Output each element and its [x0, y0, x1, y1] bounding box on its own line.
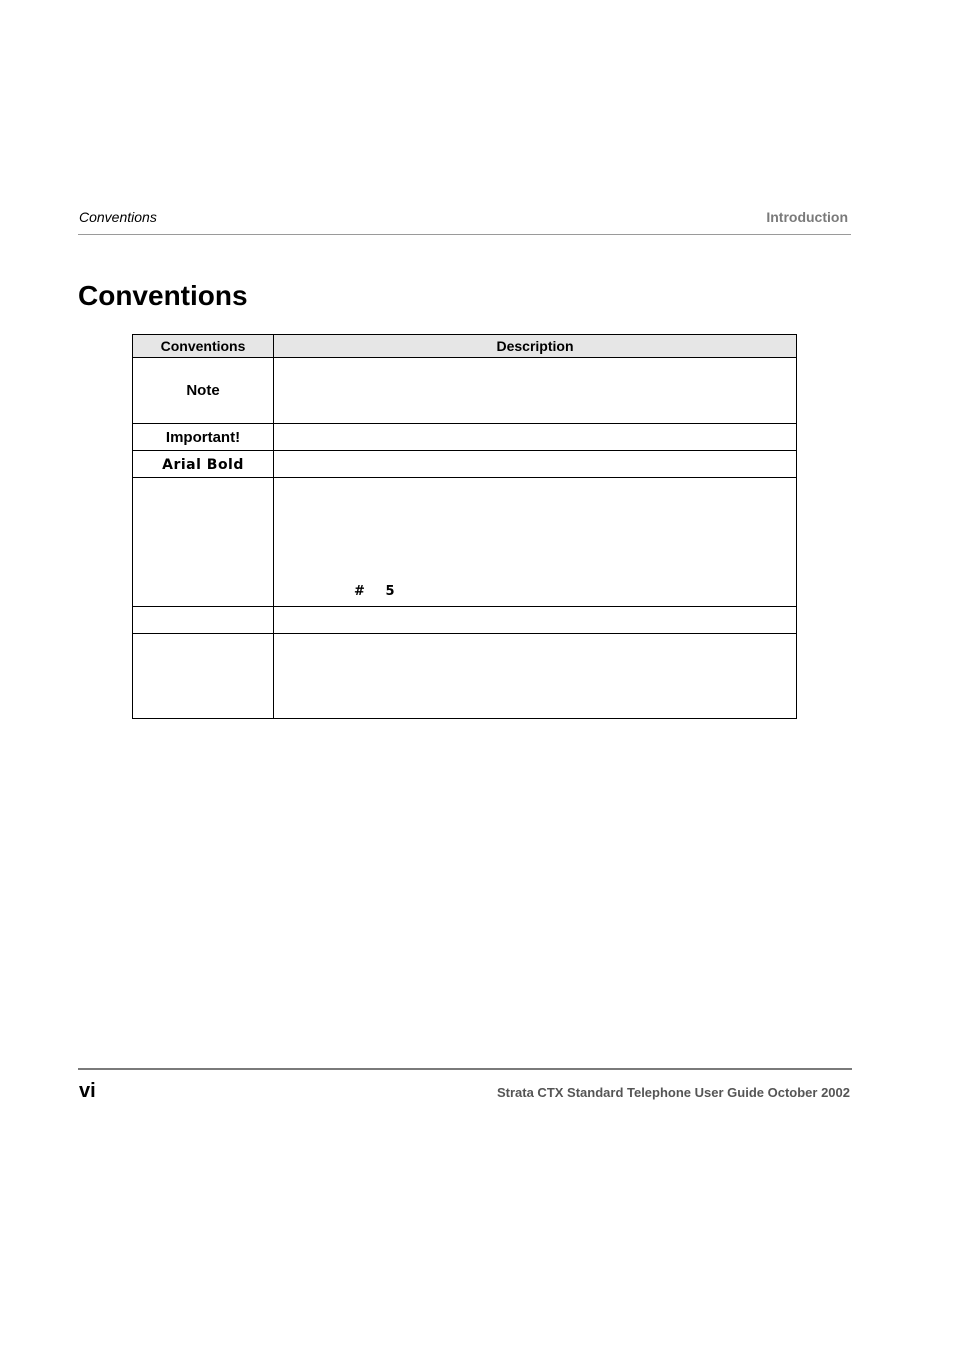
convention-cell	[133, 451, 274, 478]
page-title: Conventions	[78, 280, 248, 311]
description-cell	[274, 424, 797, 451]
key-five: 5	[385, 584, 395, 599]
convention-cell: Important!	[133, 424, 274, 451]
header-rule	[78, 234, 851, 235]
column-header-description: Description	[274, 335, 797, 358]
description-cell	[274, 451, 797, 478]
convention-cell: Note	[133, 358, 274, 424]
dial-keys	[354, 584, 410, 599]
convention-cell	[133, 607, 274, 634]
convention-cell	[133, 478, 274, 607]
key-pound: #	[354, 584, 365, 599]
conventions-table	[132, 334, 797, 719]
column-header-conventions: Conventions	[133, 335, 274, 358]
table-row	[133, 451, 797, 478]
description-cell	[274, 358, 797, 424]
running-header-section: Conventions	[79, 209, 157, 225]
table-row	[133, 358, 797, 424]
description-cell	[274, 478, 797, 607]
table-row	[133, 478, 797, 607]
footer-rule	[78, 1068, 852, 1070]
page-number: vi	[79, 1080, 96, 1102]
description-cell	[274, 607, 797, 634]
table-row	[133, 634, 797, 719]
running-header-chapter: Introduction	[766, 209, 848, 225]
arial-bold-sample: Arial Bold	[162, 456, 244, 473]
table-header-row	[133, 335, 797, 358]
table-row	[133, 607, 797, 634]
table-row	[133, 424, 797, 451]
footer-guide-title: Strata CTX Standard Telephone User Guide October 2002	[496, 1085, 850, 1100]
convention-cell	[133, 634, 274, 719]
description-cell	[274, 634, 797, 719]
